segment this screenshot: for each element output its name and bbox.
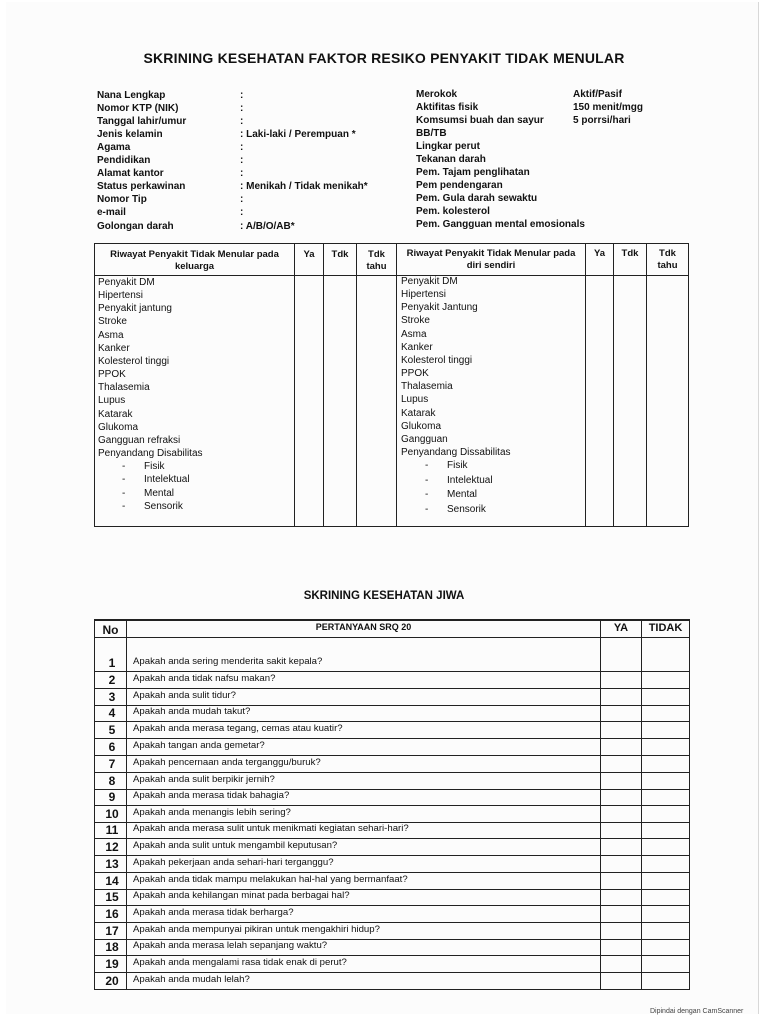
- identity-value: :: [240, 116, 244, 127]
- srq-question: Apakah anda sulit untuk mengambil keputusan?: [133, 840, 338, 851]
- srq-number: 20: [105, 974, 119, 988]
- srq-answer-ya-cell[interactable]: [601, 873, 641, 888]
- risk-value: Aktif/Pasif: [573, 89, 622, 100]
- srq-answer-ya-cell[interactable]: [601, 806, 641, 821]
- srq-answer-ya-cell[interactable]: [601, 856, 641, 871]
- srq-answer-ya-cell[interactable]: [601, 940, 641, 954]
- identity-label: Pendidikan: [97, 155, 151, 166]
- risk-label: BB/TB: [416, 128, 447, 139]
- srq-answer-tidak-cell[interactable]: [642, 773, 689, 788]
- srq-answer-ya-cell[interactable]: [601, 973, 641, 988]
- history-item: Penyakit jantung: [98, 303, 172, 315]
- srq-question: Apakah anda menangis lebih sering?: [133, 807, 291, 818]
- srq-col-tidak: TIDAK: [648, 622, 683, 634]
- srq-question: Apakah anda sulit tidur?: [133, 690, 236, 701]
- srq-answer-tidak-cell[interactable]: [642, 973, 689, 988]
- disability-subitem: Fisik: [144, 461, 165, 472]
- srq-number: 3: [108, 690, 116, 704]
- risk-label: Pem. kolesterol: [416, 206, 490, 217]
- table-border: [323, 243, 324, 527]
- srq-number: 17: [105, 924, 119, 938]
- srq-col-question: PERTANYAAN SRQ 20: [315, 622, 412, 632]
- srq-answer-ya-cell[interactable]: [601, 956, 641, 971]
- risk-label: Pem. Gangguan mental emosionals: [416, 219, 585, 230]
- srq-answer-tidak-cell[interactable]: [642, 790, 689, 804]
- srq-question: Apakah anda kehilangan minat pada berbagai hal?: [133, 890, 350, 901]
- table-border: [646, 243, 647, 527]
- history-item: PPOK: [401, 368, 429, 380]
- history-item: Penyakit Jantung: [401, 302, 478, 314]
- srq-number: 16: [105, 907, 119, 921]
- srq-answer-tidak-cell[interactable]: [642, 672, 689, 687]
- history-item: Thalasemia: [401, 381, 453, 393]
- col-tdk-tahu: [647, 248, 688, 272]
- disability-subitem: Sensorik: [144, 501, 183, 513]
- history-item: Stroke: [98, 316, 127, 328]
- family-header-line: keluarga: [174, 261, 215, 272]
- srq-question: Apakah anda mempunyai pikiran untuk mengakhiri hidup?: [133, 924, 380, 935]
- risk-label: Aktifitas fisik: [416, 102, 479, 113]
- bullet-dash: -: [122, 501, 126, 513]
- disability-subitem: Sensorik: [447, 503, 486, 515]
- identity-label: Tanggal lahir/umur: [97, 116, 187, 127]
- identity-value: :: [240, 155, 244, 166]
- srq-answer-ya-cell[interactable]: [601, 739, 641, 754]
- self-header-line: Riwayat Penyakit Tidak Menular pada: [406, 248, 576, 259]
- srq-answer-tidak-cell[interactable]: [642, 639, 689, 670]
- bullet-dash: -: [122, 487, 126, 499]
- srq-number: 9: [108, 790, 116, 804]
- srq-question: Apakah anda sering menderita sakit kepala?: [133, 656, 323, 667]
- family-header: [95, 249, 294, 273]
- srq-answer-ya-cell[interactable]: [601, 722, 641, 737]
- history-item: Penyandang Disabilitas: [98, 447, 203, 459]
- identity-label: Agama: [97, 142, 131, 153]
- identity-label: Golongan darah: [97, 221, 174, 232]
- srq-answer-tidak-cell[interactable]: [642, 923, 689, 938]
- srq-answer-tidak-cell[interactable]: [642, 873, 689, 888]
- srq-number: 2: [108, 673, 116, 687]
- history-item: Penyakit DM: [401, 276, 458, 287]
- srq-answer-ya-cell[interactable]: [601, 823, 641, 837]
- history-item: PPOK: [98, 369, 126, 381]
- table-border: [585, 243, 586, 527]
- srq-number: 4: [108, 706, 116, 720]
- srq-answer-ya-cell[interactable]: [601, 790, 641, 804]
- history-item: Asma: [401, 328, 427, 340]
- col-tdk-tahu-line: Tdk: [368, 249, 385, 260]
- risk-label: Tekanan darah: [416, 154, 486, 165]
- bullet-dash: -: [425, 489, 429, 500]
- srq-number: 10: [105, 807, 119, 821]
- srq-number: 6: [108, 740, 116, 754]
- risk-label: Lingkar perut: [416, 141, 480, 152]
- srq-col-no: No: [102, 623, 119, 637]
- history-item: Gangguan refraksi: [98, 434, 181, 446]
- identity-value: : A/B/O/AB*: [240, 221, 295, 232]
- srq-question: Apakah anda merasa sulit untuk menikmati kegiatan sehari-hari?: [133, 823, 409, 834]
- col-tdk-tahu-line: Tdk: [659, 248, 676, 259]
- table-border: [294, 243, 295, 527]
- srq-question: Apakah pekerjaan anda sehari-hari terganggu?: [133, 857, 334, 868]
- history-item: Hipertensi: [98, 290, 144, 302]
- history-item: Gangguan: [401, 433, 448, 445]
- col-tdk-tahu: [357, 249, 396, 273]
- srq-number: 19: [105, 957, 119, 971]
- srq-answer-tidak-cell[interactable]: [642, 706, 689, 720]
- srq-answer-ya-cell[interactable]: [601, 756, 641, 771]
- srq-answer-tidak-cell[interactable]: [642, 756, 689, 771]
- identity-label: Nomor KTP (NIK): [97, 103, 179, 114]
- srq-question: Apakah pencernaan anda terganggu/buruk?: [133, 757, 321, 768]
- col-tdk-tahu-line: tahu: [366, 261, 387, 272]
- bullet-dash: -: [122, 474, 126, 486]
- identity-value: :: [240, 207, 244, 218]
- history-item: Lupus: [98, 395, 126, 407]
- srq-answer-tidak-cell[interactable]: [642, 856, 689, 871]
- history-item: Kanker: [401, 341, 433, 353]
- srq-answer-ya-cell[interactable]: [601, 890, 641, 904]
- srq-question: Apakah anda sulit berpikir jernih?: [133, 774, 275, 785]
- srq-question: Apakah anda merasa tegang, cemas atau kuatir?: [133, 723, 343, 734]
- table-border: [356, 243, 357, 527]
- srq-answer-ya-cell[interactable]: [601, 672, 641, 687]
- srq-number: 5: [108, 723, 116, 737]
- history-item: Kanker: [98, 342, 130, 354]
- identity-label: Jenis kelamin: [97, 129, 163, 140]
- risk-value: 150 menit/mgg: [573, 102, 644, 113]
- risk-label: Pem. Tajam penglihatan: [416, 167, 530, 178]
- bullet-dash: -: [425, 503, 429, 515]
- srq-answer-ya-cell[interactable]: [601, 773, 641, 788]
- table-border: [94, 243, 95, 527]
- history-item: Kolesterol tinggi: [401, 354, 473, 366]
- col-tdk-tahu-line: tahu: [657, 260, 678, 271]
- srq-answer-tidak-cell[interactable]: [642, 839, 689, 854]
- identity-value: : Menikah / Tidak menikah*: [240, 181, 368, 192]
- srq-number: 15: [105, 890, 119, 904]
- identity-value: :: [240, 103, 244, 114]
- table-border: [94, 243, 689, 244]
- srq-answer-ya-cell[interactable]: [601, 839, 641, 854]
- identity-value: :: [240, 90, 244, 101]
- family-header-line: Riwayat Penyakit Tidak Menular pada: [110, 249, 279, 260]
- history-item: Stroke: [401, 315, 430, 327]
- jiwa-title: SKRINING KESEHATAN JIWA: [303, 590, 465, 602]
- history-item: Hipertensi: [401, 289, 447, 301]
- srq-question: Apakah anda mengalami rasa tidak enak di perut?: [133, 957, 347, 968]
- self-header: [397, 248, 585, 272]
- srq-question: Apakah anda merasa tidak berharga?: [133, 907, 294, 918]
- identity-value: :: [240, 142, 244, 153]
- identity-value: : Laki-laki / Perempuan *: [240, 129, 356, 140]
- srq-answer-tidak-cell[interactable]: [642, 890, 689, 904]
- srq-answer-ya-cell[interactable]: [601, 906, 641, 921]
- col-tdk: Tdk: [621, 248, 639, 259]
- srq-question: Apakah anda merasa lelah sepanjang waktu?: [133, 940, 328, 951]
- srq-question: Apakah anda mudah takut?: [133, 706, 251, 717]
- srq-answer-ya-cell[interactable]: [601, 689, 641, 704]
- table-border: [613, 243, 614, 527]
- srq-answer-ya-cell[interactable]: [601, 706, 641, 720]
- col-tdk: Tdk: [331, 249, 349, 260]
- history-item: Katarak: [401, 407, 436, 419]
- srq-answer-tidak-cell[interactable]: [642, 940, 689, 954]
- srq-question: Apakah tangan anda gemetar?: [133, 740, 265, 751]
- history-item: Katarak: [98, 408, 133, 420]
- col-ya: Ya: [303, 249, 315, 260]
- risk-label: Merokok: [416, 89, 458, 100]
- table-border: [396, 243, 397, 527]
- self-header-line: diri sendiri: [466, 260, 516, 271]
- identity-value: :: [240, 168, 244, 179]
- srq-answer-ya-cell[interactable]: [601, 923, 641, 938]
- srq-question: Apakah anda tidak mampu melakukan hal-hal yang bermanfaat?: [133, 874, 408, 885]
- risk-label: Pem pendengaran: [416, 180, 503, 191]
- scanner-watermark: Dipindai dengan CamScanner: [650, 1008, 744, 1015]
- srq-number: 1: [108, 656, 116, 670]
- history-item: Penyandang Dissabilitas: [401, 446, 511, 458]
- disability-subitem: Intelektual: [144, 474, 190, 486]
- disability-subitem: Mental: [144, 487, 175, 499]
- srq-answer-ya-cell[interactable]: [601, 639, 641, 670]
- identity-label: Nana Lengkap: [97, 90, 166, 101]
- risk-label: Pem. Gula darah sewaktu: [416, 193, 538, 204]
- srq-answer-tidak-cell[interactable]: [642, 806, 689, 821]
- table-border: [688, 243, 689, 527]
- srq-answer-tidak-cell[interactable]: [642, 739, 689, 754]
- bullet-dash: -: [425, 460, 429, 471]
- col-ya: Ya: [593, 248, 606, 259]
- srq-answer-tidak-cell[interactable]: [642, 956, 689, 971]
- srq-question: Apakah anda tidak nafsu makan?: [133, 673, 276, 684]
- identity-label: Alamat kantor: [97, 168, 164, 179]
- page-title: SKRINING KESEHATAN FAKTOR RESIKO PENYAKIT TIDAK MENULAR: [143, 50, 625, 66]
- srq-answer-tidak-cell[interactable]: [642, 689, 689, 704]
- history-item: Asma: [98, 329, 124, 341]
- history-item: Thalasemia: [98, 382, 150, 394]
- history-item: Glukoma: [401, 420, 442, 432]
- identity-value: :: [240, 194, 244, 205]
- risk-value: 5 porrsi/hari: [573, 115, 631, 126]
- disability-subitem: Mental: [447, 489, 478, 500]
- risk-label: Komsumsi buah dan sayur: [416, 115, 544, 126]
- srq-number: 13: [105, 857, 119, 871]
- identity-label: e-mail: [97, 207, 126, 218]
- srq-number: 18: [105, 940, 119, 954]
- srq-answer-tidak-cell[interactable]: [642, 906, 689, 921]
- identity-label: Nomor Tip: [97, 194, 147, 205]
- srq-number: 12: [105, 840, 119, 854]
- identity-label: Status perkawinan: [97, 181, 186, 192]
- history-item: Kolesterol tinggi: [98, 355, 170, 367]
- history-item: Glukoma: [98, 421, 139, 433]
- history-item: Penyakit DM: [98, 277, 155, 288]
- srq-number: 7: [108, 757, 116, 771]
- srq-number: 14: [105, 874, 119, 888]
- table-border: [94, 526, 689, 527]
- bullet-dash: -: [122, 461, 126, 472]
- disability-subitem: Fisik: [447, 460, 468, 471]
- history-item: Lupus: [401, 394, 429, 406]
- bullet-dash: -: [425, 474, 429, 486]
- disability-subitem: Intelektual: [447, 474, 493, 486]
- srq-answer-tidak-cell[interactable]: [642, 722, 689, 737]
- srq-number: 11: [105, 823, 119, 837]
- srq-question: Apakah anda merasa tidak bahagia?: [133, 790, 290, 801]
- srq-col-ya: YA: [613, 622, 629, 634]
- srq-question: Apakah anda mudah lelah?: [133, 974, 250, 985]
- srq-number: 8: [108, 774, 116, 788]
- srq-answer-tidak-cell[interactable]: [642, 823, 689, 837]
- table-border: [94, 275, 689, 276]
